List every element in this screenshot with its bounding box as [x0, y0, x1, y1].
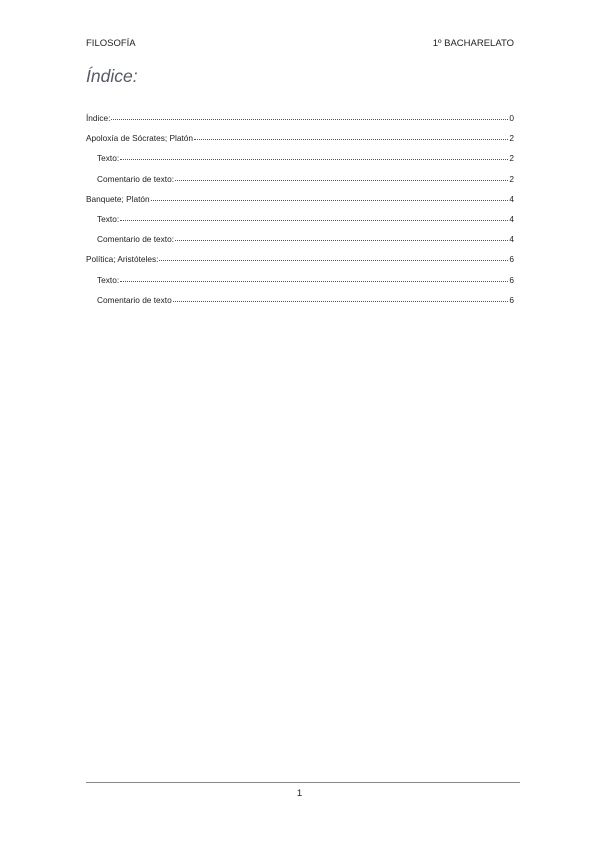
toc-entry-label: Comentario de texto	[97, 294, 172, 305]
toc-entry-politica-texto[interactable]	[86, 275, 514, 295]
table-of-contents	[86, 113, 514, 315]
toc-entry-page: 6	[509, 294, 514, 305]
toc-entry-label: Banquete; Platón	[86, 193, 150, 204]
toc-entry-page: 2	[509, 133, 514, 144]
toc-dot-leader	[159, 260, 508, 261]
toc-entry-page: 2	[509, 173, 514, 184]
toc-entry-apoloxia-texto[interactable]	[86, 153, 514, 173]
toc-entry-page: 4	[509, 193, 514, 204]
toc-dot-leader	[151, 200, 509, 201]
toc-entry-page: 2	[509, 153, 514, 164]
toc-dot-leader	[120, 159, 508, 160]
toc-entry-page: 6	[509, 274, 514, 285]
toc-entry-politica-comentario[interactable]	[86, 295, 514, 315]
toc-entry-label: Texto:	[97, 274, 120, 285]
toc-entry-label: Índice:	[86, 113, 111, 123]
toc-dot-leader	[120, 281, 508, 282]
toc-entry-label: Política; Aristóteles:	[86, 254, 159, 265]
toc-entry-page: 4	[509, 234, 514, 245]
toc-entry-page: 4	[509, 213, 514, 224]
toc-entry-apoloxia-comentario[interactable]	[86, 174, 514, 194]
toc-entry-banquete-comentario[interactable]	[86, 234, 514, 254]
page-number: 1	[296, 788, 303, 799]
toc-entry-page: 0	[509, 113, 514, 123]
toc-entry-banquete[interactable]	[86, 194, 514, 214]
toc-entry-label: Texto:	[97, 153, 120, 164]
toc-dot-leader	[120, 220, 508, 221]
toc-entry-label: Apoloxía de Sócrates; Platón	[86, 133, 194, 144]
header-subject: FILOSOFÍA	[86, 38, 136, 49]
toc-title: Índice:	[86, 66, 138, 86]
toc-dot-leader	[175, 180, 508, 181]
toc-entry-apoloxia[interactable]	[86, 133, 514, 153]
toc-entry-label: Comentario de texto:	[97, 234, 175, 245]
header-course: 1º BACHARELATO	[432, 38, 514, 49]
toc-entry-banquete-texto[interactable]	[86, 214, 514, 234]
toc-dot-leader	[173, 301, 509, 302]
footer-divider	[86, 782, 520, 783]
toc-entry-indice[interactable]	[86, 113, 514, 133]
toc-entry-label: Comentario de texto:	[97, 173, 175, 184]
page-header	[86, 38, 514, 52]
toc-dot-leader	[175, 240, 508, 241]
toc-entry-page: 6	[509, 254, 514, 265]
toc-entry-label: Texto:	[97, 213, 120, 224]
toc-entry-politica[interactable]	[86, 254, 514, 274]
toc-dot-leader	[111, 119, 508, 120]
toc-dot-leader	[194, 139, 508, 140]
